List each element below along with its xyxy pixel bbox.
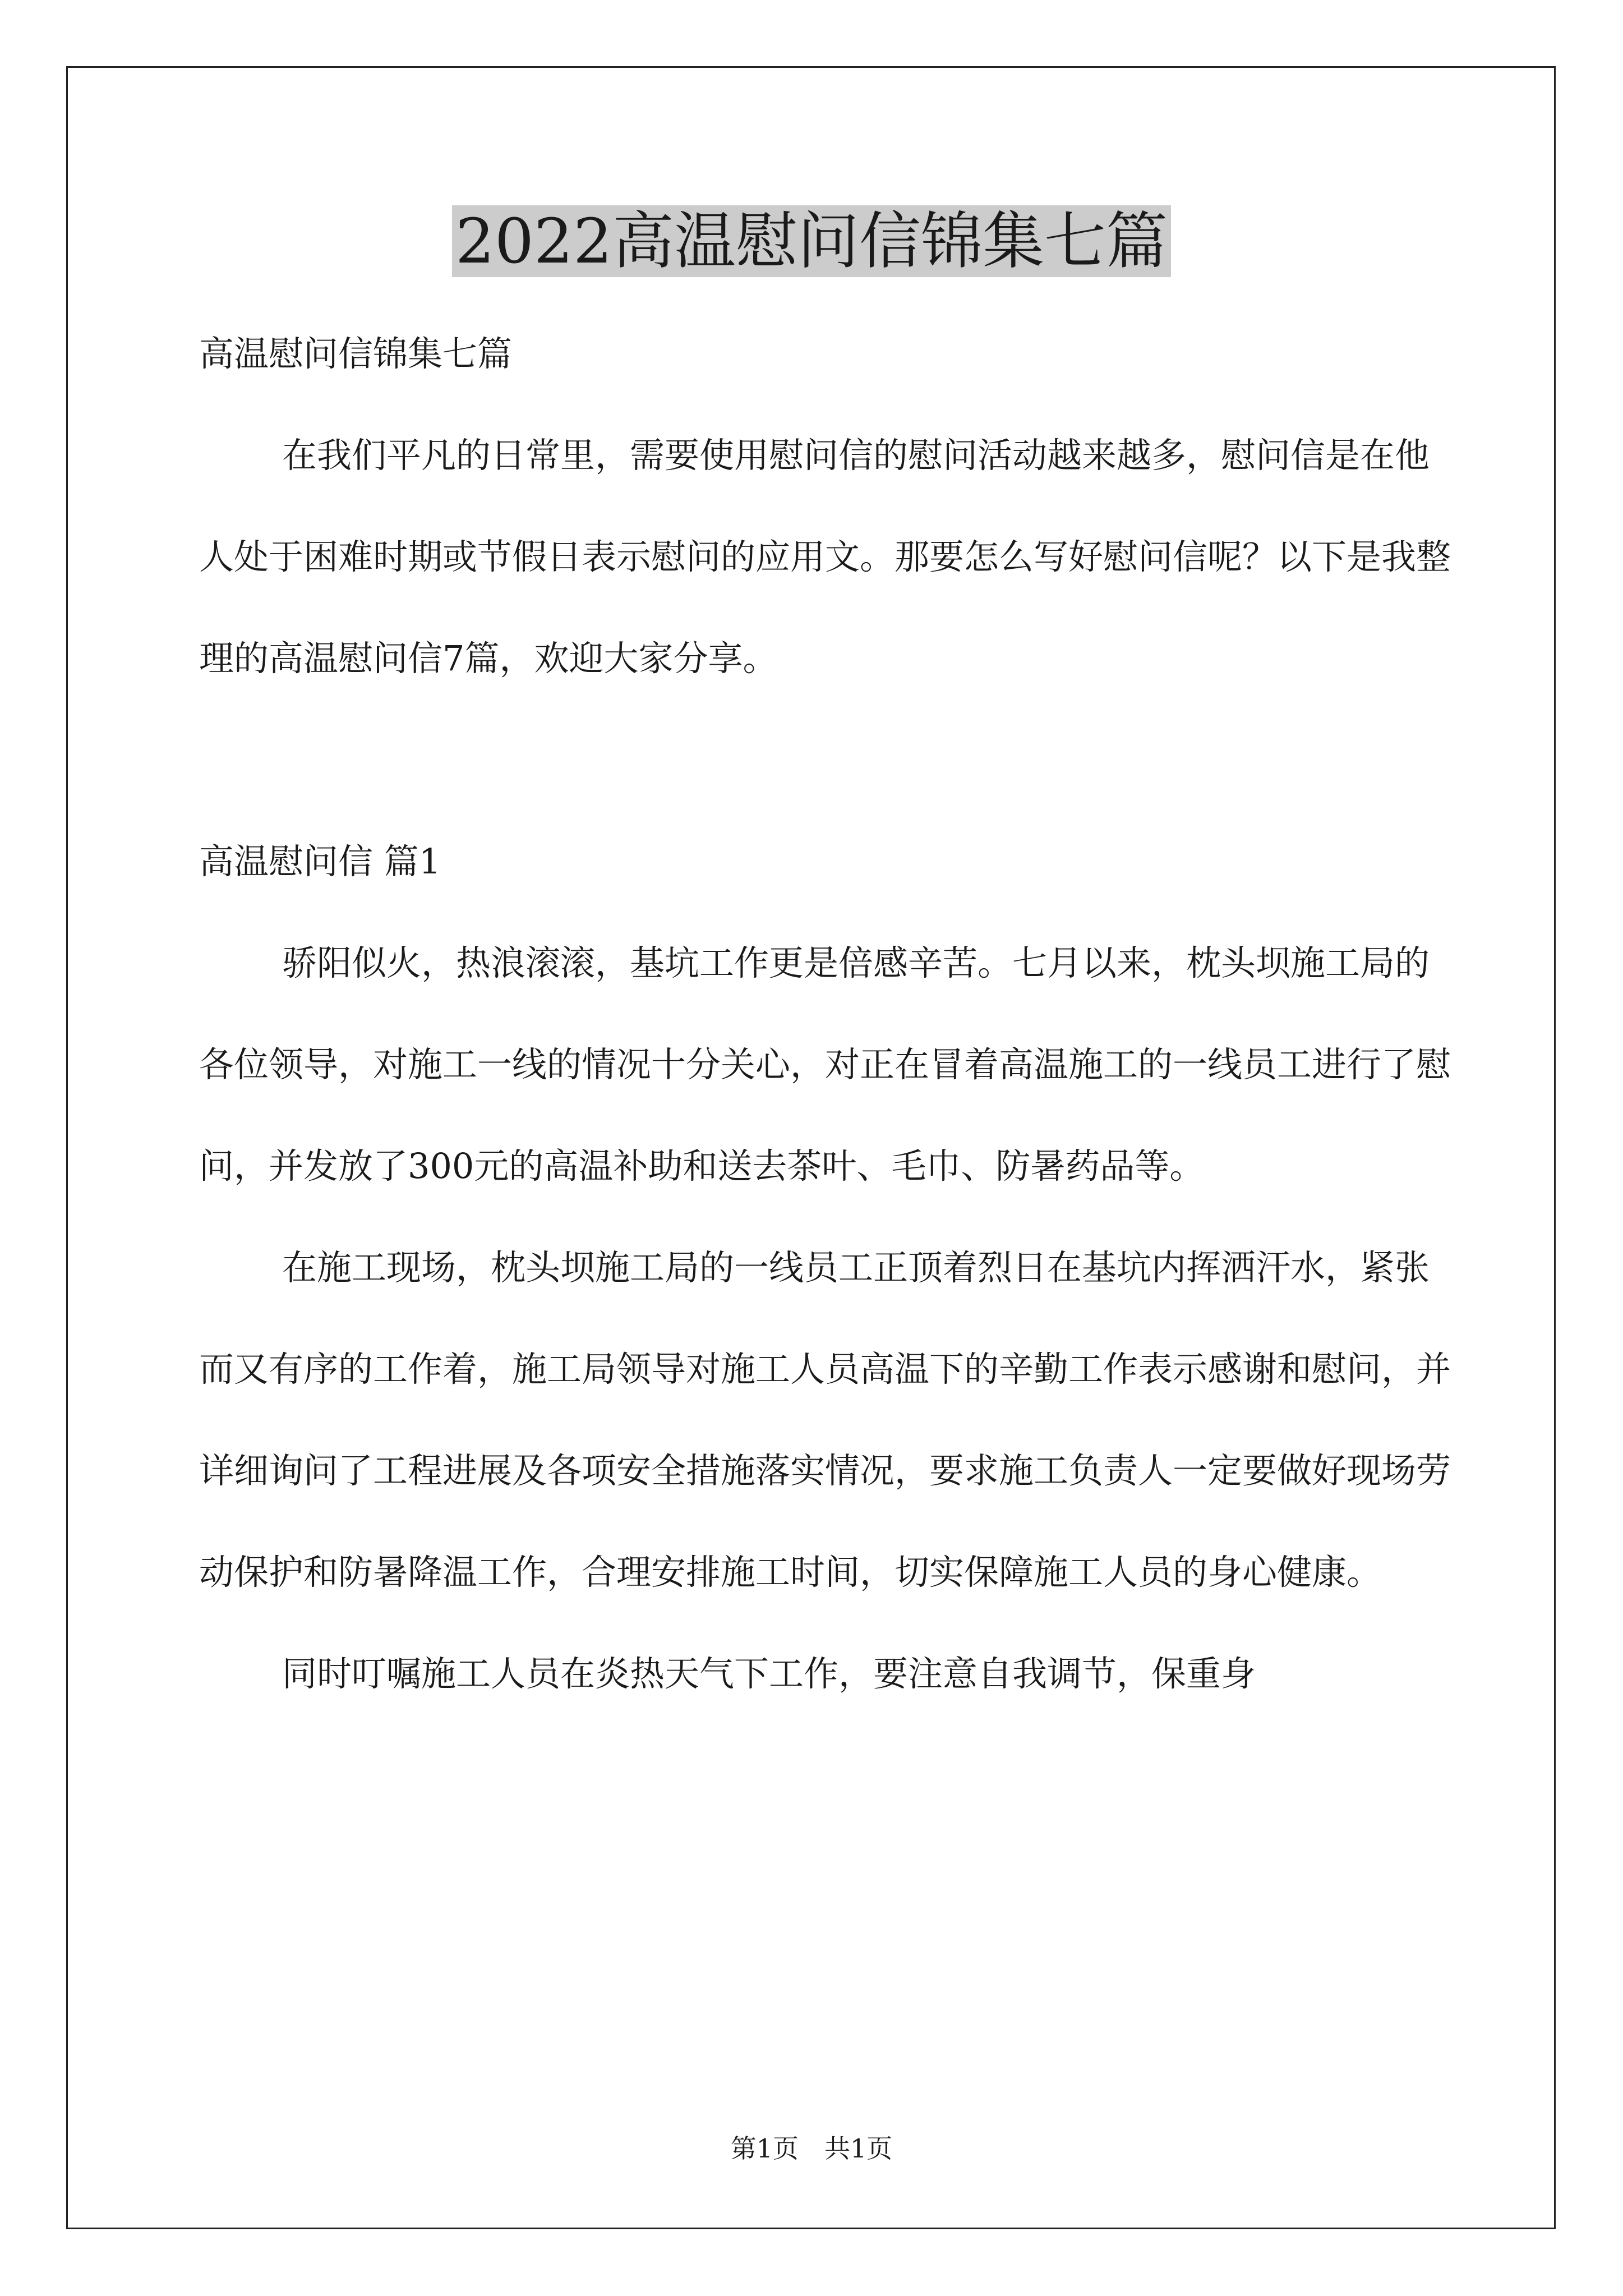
body-paragraph-3: 同时叮嘱施工人员在炎热天气下工作，要注意自我调节，保重身	[282, 1653, 1256, 1694]
section-heading: 高温慰问信 篇1	[199, 841, 441, 882]
section-spacer	[199, 709, 1455, 811]
page-footer: 第1页 共1页	[730, 2133, 893, 2164]
body-paragraph-2: 在施工现场，枕头坝施工局的一线员工正顶着烈日在基坑内挥洒汗水，紧张而又有序的工作着，施工局领导对施工人员高温下的辛勤工作表示感谢和慰问，并详细询问了工程进展及各项安全措施落实情况，要求施工负责人一定要做好现场劳动保护和防暑降温工作，合理安排施工时间，切实保障施工人员的身心健康。	[199, 1247, 1451, 1593]
intro-paragraph: 在我们平凡的日常里，需要使用慰问信的慰问活动越来越多，慰问信是在他人处于困难时期或节假日表示慰问的应用文。那要怎么写好慰问信呢？以下是我整理的高温慰问信7篇，欢迎大家分享。	[199, 435, 1451, 679]
body-paragraph-1: 骄阳似火，热浪滚滚，基坑工作更是倍感辛苦。七月以来，枕头坝施工局的各位领导，对施工一线的情况十分关心，对正在冒着高温施工的一线员工进行了慰问，并发放了300元的高温补助和送去茶叶、毛巾、防暑药品等。	[199, 942, 1451, 1186]
document-body	[199, 303, 1455, 1724]
document-title-text: 2022高温慰问信锦集七篇	[452, 205, 1171, 277]
document-subtitle: 高温慰问信锦集七篇	[199, 333, 513, 374]
document-title	[0, 202, 1623, 280]
